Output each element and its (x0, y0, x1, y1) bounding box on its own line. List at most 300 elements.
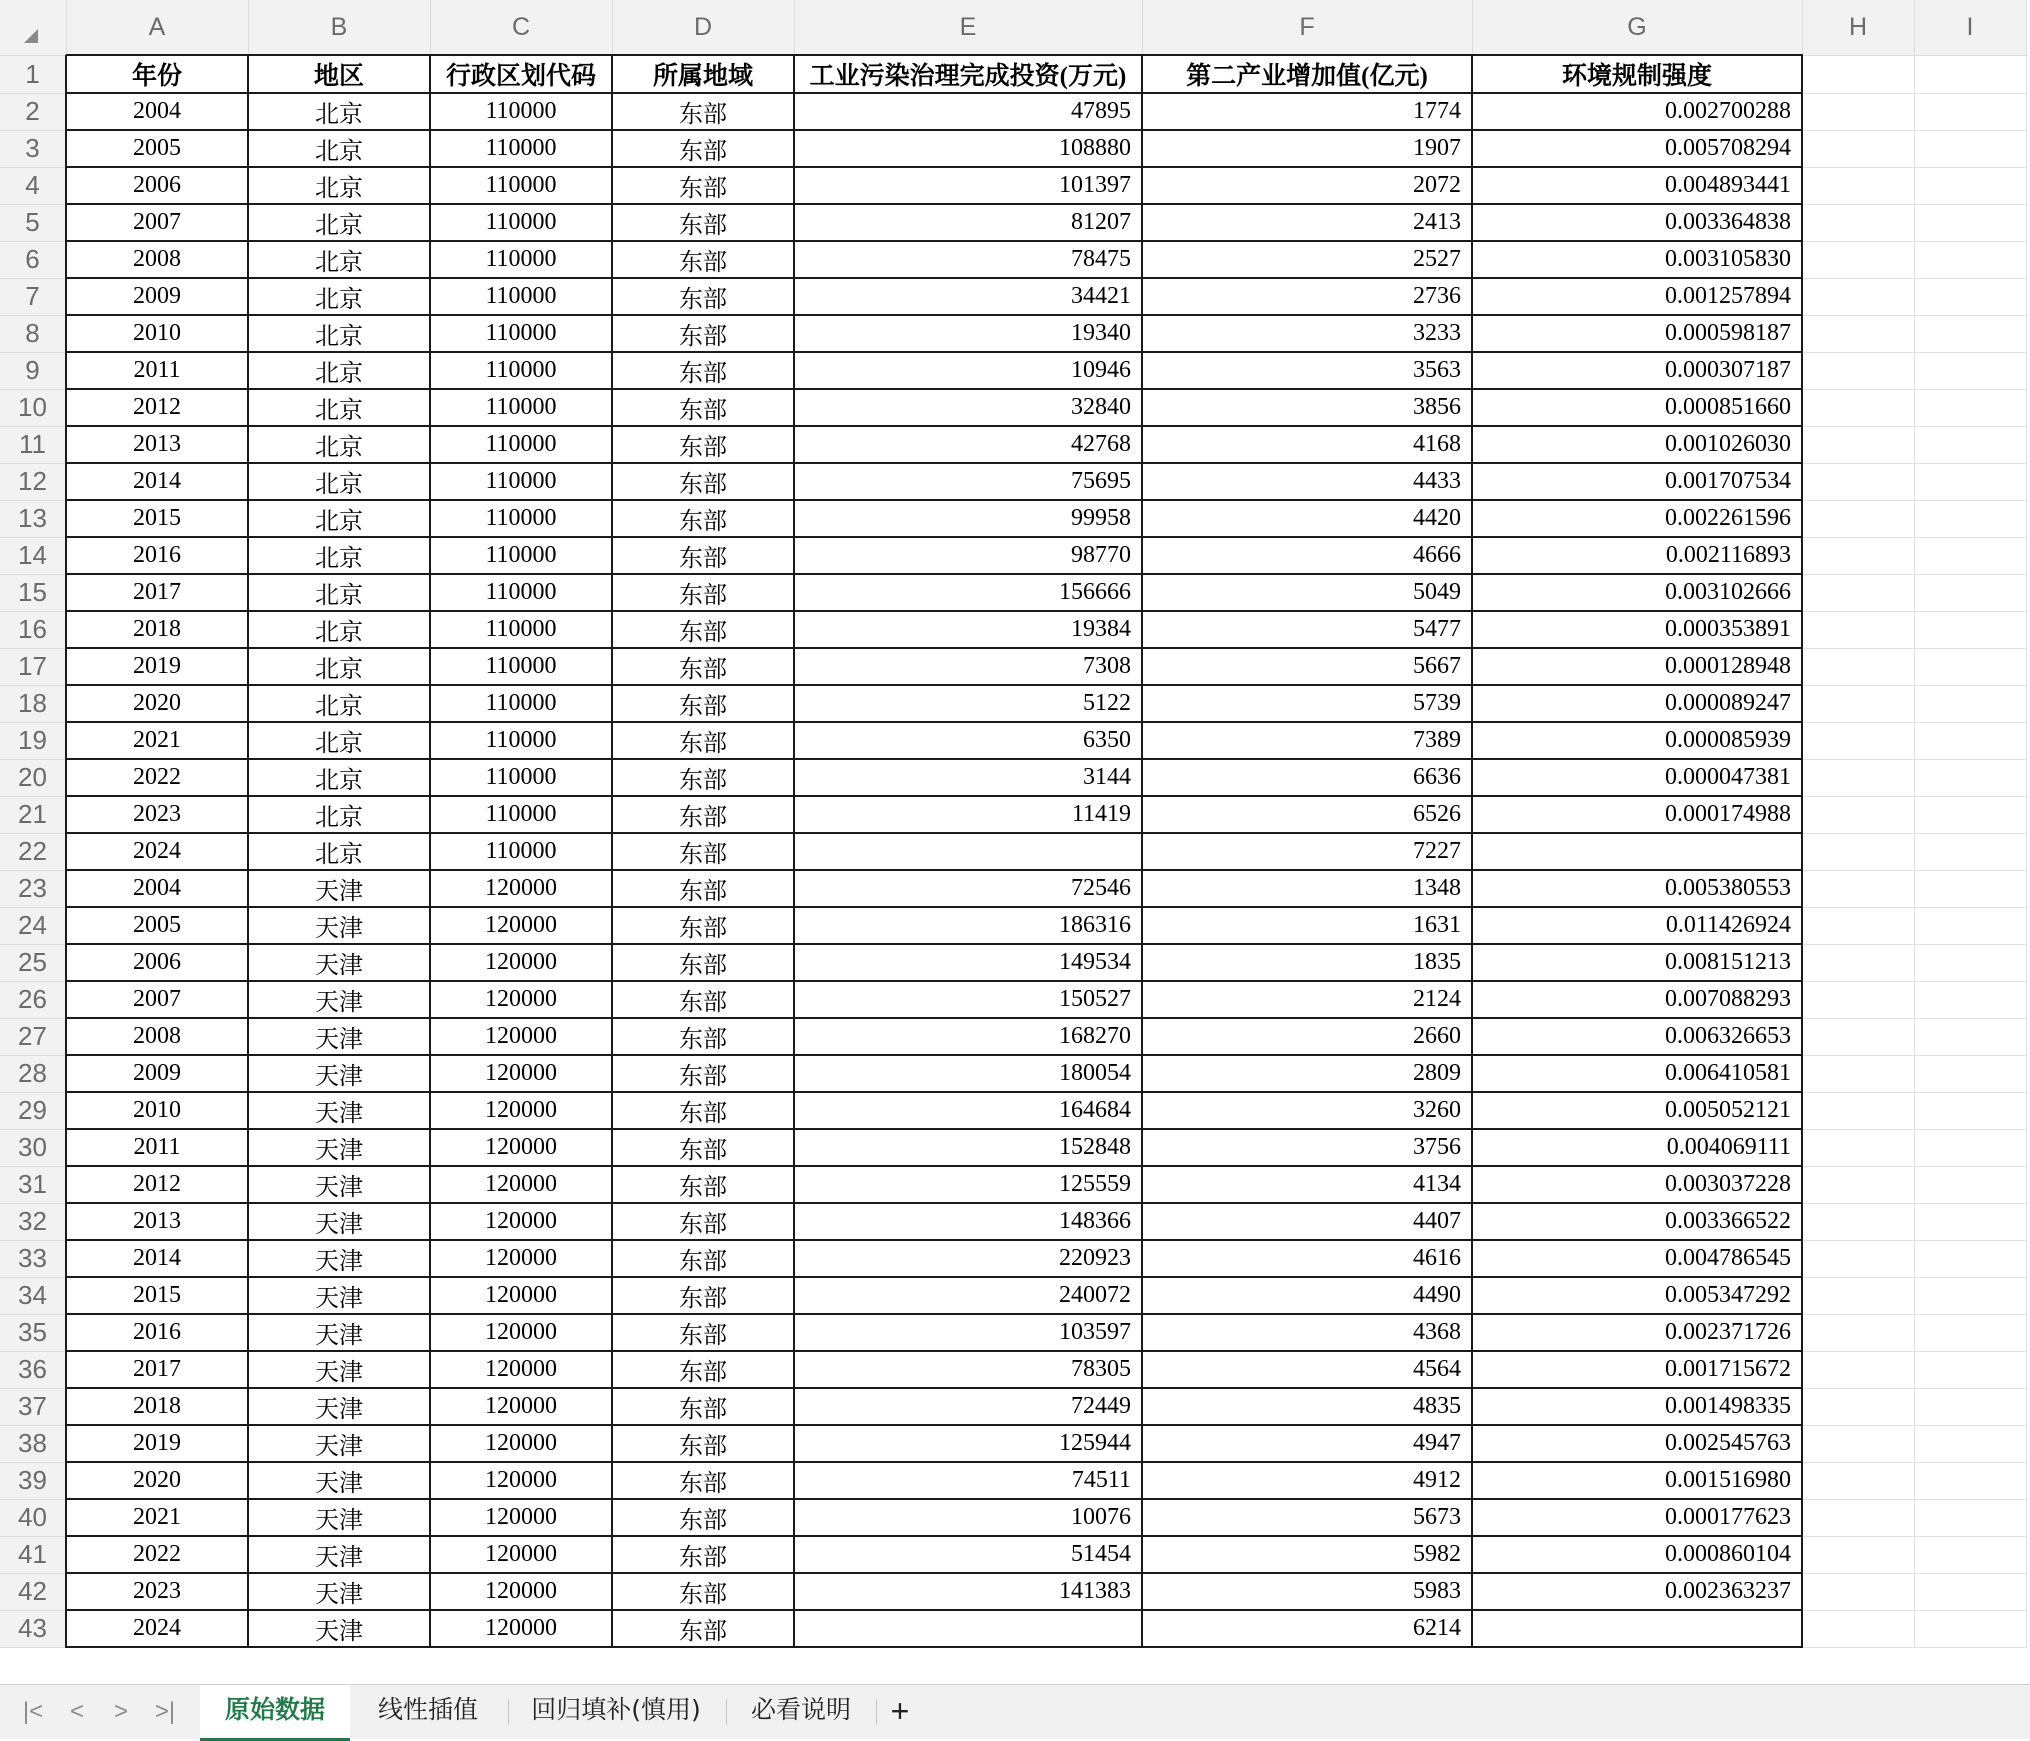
row-number[interactable]: 35 (0, 1314, 66, 1351)
investment-cell[interactable]: 98770 (794, 537, 1142, 574)
empty-cell[interactable] (1802, 130, 1914, 167)
area-cell[interactable]: 东部 (612, 574, 794, 611)
region-cell[interactable]: 北京 (248, 93, 430, 130)
header-area-cell[interactable]: 所属地域 (612, 55, 794, 93)
code-cell[interactable]: 120000 (430, 1277, 612, 1314)
row-number[interactable]: 18 (0, 685, 66, 722)
row-number[interactable]: 24 (0, 907, 66, 944)
secondary-cell[interactable]: 4666 (1142, 537, 1472, 574)
year-cell[interactable]: 2015 (66, 1277, 248, 1314)
area-cell[interactable]: 东部 (612, 1314, 794, 1351)
intensity-cell[interactable]: 0.004786545 (1472, 1240, 1802, 1277)
secondary-cell[interactable]: 5982 (1142, 1536, 1472, 1573)
empty-cell[interactable] (1914, 574, 2026, 611)
region-cell[interactable]: 北京 (248, 759, 430, 796)
last-sheet-icon[interactable]: >| (154, 1698, 176, 1725)
area-cell[interactable]: 东部 (612, 759, 794, 796)
tab-must-read[interactable]: 必看说明 (750, 1695, 851, 1724)
secondary-cell[interactable]: 4947 (1142, 1425, 1472, 1462)
header-secondary-cell[interactable]: 第二产业增加值(亿元) (1142, 55, 1472, 93)
investment-cell[interactable]: 125944 (794, 1425, 1142, 1462)
intensity-cell[interactable]: 0.003105830 (1472, 241, 1802, 278)
row-number[interactable]: 37 (0, 1388, 66, 1425)
area-cell[interactable]: 东部 (612, 352, 794, 389)
code-cell[interactable]: 120000 (430, 1462, 612, 1499)
investment-cell[interactable]: 47895 (794, 93, 1142, 130)
code-cell[interactable]: 110000 (430, 648, 612, 685)
row-number[interactable]: 33 (0, 1240, 66, 1277)
region-cell[interactable]: 北京 (248, 315, 430, 352)
investment-cell[interactable]: 99958 (794, 500, 1142, 537)
empty-cell[interactable] (1914, 1314, 2026, 1351)
area-cell[interactable]: 东部 (612, 93, 794, 130)
region-cell[interactable]: 天津 (248, 981, 430, 1018)
secondary-cell[interactable]: 5667 (1142, 648, 1472, 685)
empty-cell[interactable] (1914, 1610, 2026, 1647)
row-number[interactable]: 5 (0, 204, 66, 241)
secondary-cell[interactable]: 2809 (1142, 1055, 1472, 1092)
investment-cell[interactable]: 220923 (794, 1240, 1142, 1277)
header-investment-cell[interactable]: 工业污染治理完成投资(万元) (794, 55, 1142, 93)
year-cell[interactable]: 2013 (66, 426, 248, 463)
add-sheet-icon[interactable]: + (890, 1693, 910, 1729)
year-cell[interactable]: 2007 (66, 204, 248, 241)
empty-cell[interactable] (1802, 278, 1914, 315)
header-region-cell[interactable]: 地区 (248, 55, 430, 93)
row-number[interactable]: 42 (0, 1573, 66, 1610)
secondary-cell[interactable]: 1348 (1142, 870, 1472, 907)
empty-cell[interactable] (1802, 1573, 1914, 1610)
empty-cell[interactable] (1802, 1277, 1914, 1314)
row-number[interactable]: 21 (0, 796, 66, 833)
row-number[interactable]: 4 (0, 167, 66, 204)
investment-cell[interactable]: 148366 (794, 1203, 1142, 1240)
empty-cell[interactable] (1802, 759, 1914, 796)
intensity-cell[interactable]: 0.000128948 (1472, 648, 1802, 685)
code-cell[interactable]: 120000 (430, 1499, 612, 1536)
row-number[interactable]: 25 (0, 944, 66, 981)
area-cell[interactable]: 东部 (612, 722, 794, 759)
code-cell[interactable]: 120000 (430, 907, 612, 944)
year-cell[interactable]: 2005 (66, 130, 248, 167)
empty-cell[interactable] (1914, 500, 2026, 537)
empty-cell[interactable] (1914, 463, 2026, 500)
year-cell[interactable]: 2020 (66, 1462, 248, 1499)
empty-cell[interactable] (1802, 611, 1914, 648)
year-cell[interactable]: 2013 (66, 1203, 248, 1240)
code-cell[interactable]: 120000 (430, 1129, 612, 1166)
region-cell[interactable]: 北京 (248, 167, 430, 204)
secondary-cell[interactable]: 2072 (1142, 167, 1472, 204)
area-cell[interactable]: 东部 (612, 1018, 794, 1055)
secondary-cell[interactable]: 5673 (1142, 1499, 1472, 1536)
secondary-cell[interactable]: 1907 (1142, 130, 1472, 167)
year-cell[interactable]: 2024 (66, 1610, 248, 1647)
code-cell[interactable]: 120000 (430, 1573, 612, 1610)
row-number[interactable]: 17 (0, 648, 66, 685)
area-cell[interactable]: 东部 (612, 1462, 794, 1499)
secondary-cell[interactable]: 4368 (1142, 1314, 1472, 1351)
prev-sheet-icon[interactable]: < (69, 1698, 84, 1725)
area-cell[interactable]: 东部 (612, 1351, 794, 1388)
secondary-cell[interactable]: 4433 (1142, 463, 1472, 500)
empty-cell[interactable] (1914, 1573, 2026, 1610)
region-cell[interactable]: 天津 (248, 1240, 430, 1277)
row-number[interactable]: 31 (0, 1166, 66, 1203)
area-cell[interactable]: 东部 (612, 204, 794, 241)
secondary-cell[interactable]: 7227 (1142, 833, 1472, 870)
investment-cell[interactable]: 149534 (794, 944, 1142, 981)
row-number[interactable]: 1 (0, 55, 66, 93)
row-number[interactable]: 29 (0, 1092, 66, 1129)
code-cell[interactable]: 120000 (430, 1351, 612, 1388)
area-cell[interactable]: 东部 (612, 648, 794, 685)
region-cell[interactable]: 北京 (248, 389, 430, 426)
column-header-e[interactable]: E (794, 0, 1142, 55)
area-cell[interactable]: 东部 (612, 537, 794, 574)
area-cell[interactable]: 东部 (612, 981, 794, 1018)
area-cell[interactable]: 东部 (612, 1536, 794, 1573)
secondary-cell[interactable]: 4835 (1142, 1388, 1472, 1425)
code-cell[interactable]: 110000 (430, 833, 612, 870)
intensity-cell[interactable]: 0.001516980 (1472, 1462, 1802, 1499)
empty-cell[interactable] (1914, 426, 2026, 463)
row-number[interactable]: 19 (0, 722, 66, 759)
secondary-cell[interactable]: 4420 (1142, 500, 1472, 537)
empty-cell[interactable] (1802, 1314, 1914, 1351)
region-cell[interactable]: 天津 (248, 1203, 430, 1240)
header-intensity-cell[interactable]: 环境规制强度 (1472, 55, 1802, 93)
column-header-h[interactable]: H (1802, 0, 1914, 55)
row-number[interactable]: 13 (0, 500, 66, 537)
investment-cell[interactable]: 81207 (794, 204, 1142, 241)
empty-cell[interactable] (1914, 1166, 2026, 1203)
year-cell[interactable]: 2015 (66, 500, 248, 537)
row-number[interactable]: 36 (0, 1351, 66, 1388)
year-cell[interactable]: 2008 (66, 1018, 248, 1055)
year-cell[interactable]: 2006 (66, 167, 248, 204)
empty-cell[interactable] (1802, 574, 1914, 611)
investment-cell[interactable]: 72546 (794, 870, 1142, 907)
investment-cell[interactable]: 101397 (794, 167, 1142, 204)
empty-cell[interactable] (1802, 389, 1914, 426)
code-cell[interactable]: 120000 (430, 981, 612, 1018)
empty-cell[interactable] (1914, 722, 2026, 759)
empty-cell[interactable] (1914, 685, 2026, 722)
empty-cell[interactable] (1802, 93, 1914, 130)
code-cell[interactable]: 120000 (430, 1092, 612, 1129)
year-cell[interactable]: 2023 (66, 796, 248, 833)
investment-cell[interactable]: 72449 (794, 1388, 1142, 1425)
year-cell[interactable]: 2004 (66, 93, 248, 130)
secondary-cell[interactable]: 4564 (1142, 1351, 1472, 1388)
investment-cell[interactable]: 152848 (794, 1129, 1142, 1166)
region-cell[interactable]: 北京 (248, 722, 430, 759)
code-cell[interactable]: 110000 (430, 796, 612, 833)
row-number[interactable]: 41 (0, 1536, 66, 1573)
code-cell[interactable]: 120000 (430, 1240, 612, 1277)
secondary-cell[interactable]: 5739 (1142, 685, 1472, 722)
empty-cell[interactable] (1914, 352, 2026, 389)
investment-cell[interactable]: 19340 (794, 315, 1142, 352)
year-cell[interactable]: 2021 (66, 1499, 248, 1536)
column-header-f[interactable]: F (1142, 0, 1472, 55)
empty-cell[interactable] (1914, 278, 2026, 315)
intensity-cell[interactable]: 0.000089247 (1472, 685, 1802, 722)
investment-cell[interactable]: 10076 (794, 1499, 1142, 1536)
investment-cell[interactable]: 75695 (794, 463, 1142, 500)
empty-cell[interactable] (1802, 241, 1914, 278)
region-cell[interactable]: 北京 (248, 130, 430, 167)
tab-regression-fill[interactable]: 回归填补(慎用) (531, 1695, 701, 1724)
secondary-cell[interactable]: 3856 (1142, 389, 1472, 426)
year-cell[interactable]: 2009 (66, 1055, 248, 1092)
area-cell[interactable]: 东部 (612, 1166, 794, 1203)
year-cell[interactable]: 2017 (66, 574, 248, 611)
empty-cell[interactable] (1802, 1536, 1914, 1573)
investment-cell[interactable]: 19384 (794, 611, 1142, 648)
intensity-cell[interactable]: 0.008151213 (1472, 944, 1802, 981)
intensity-cell[interactable]: 0.001257894 (1472, 278, 1802, 315)
code-cell[interactable]: 110000 (430, 611, 612, 648)
empty-cell[interactable] (1914, 1203, 2026, 1240)
area-cell[interactable]: 东部 (612, 500, 794, 537)
year-cell[interactable]: 2016 (66, 537, 248, 574)
area-cell[interactable]: 东部 (612, 611, 794, 648)
intensity-cell[interactable]: 0.000174988 (1472, 796, 1802, 833)
region-cell[interactable]: 天津 (248, 1314, 430, 1351)
empty-cell[interactable] (1802, 1092, 1914, 1129)
intensity-cell[interactable]: 0.001498335 (1472, 1388, 1802, 1425)
empty-cell[interactable] (1802, 1166, 1914, 1203)
secondary-cell[interactable]: 6526 (1142, 796, 1472, 833)
header-code-cell[interactable]: 行政区划代码 (430, 55, 612, 93)
secondary-cell[interactable]: 3260 (1142, 1092, 1472, 1129)
empty-cell[interactable] (1802, 426, 1914, 463)
area-cell[interactable]: 东部 (612, 389, 794, 426)
code-cell[interactable]: 110000 (430, 389, 612, 426)
empty-cell[interactable] (1802, 1610, 1914, 1647)
area-cell[interactable]: 东部 (612, 426, 794, 463)
year-cell[interactable]: 2011 (66, 1129, 248, 1166)
column-header-b[interactable]: B (248, 0, 430, 55)
empty-cell[interactable] (1914, 241, 2026, 278)
tab-original-data[interactable]: 原始数据 (200, 1685, 350, 1741)
empty-cell[interactable] (1914, 796, 2026, 833)
code-cell[interactable]: 110000 (430, 93, 612, 130)
secondary-cell[interactable]: 2124 (1142, 981, 1472, 1018)
secondary-cell[interactable]: 1835 (1142, 944, 1472, 981)
empty-cell[interactable] (1914, 1425, 2026, 1462)
code-cell[interactable]: 110000 (430, 130, 612, 167)
year-cell[interactable]: 2004 (66, 870, 248, 907)
investment-cell[interactable] (794, 833, 1142, 870)
row-number[interactable]: 28 (0, 1055, 66, 1092)
empty-cell[interactable] (1802, 722, 1914, 759)
row-number[interactable]: 12 (0, 463, 66, 500)
empty-cell[interactable] (1802, 1388, 1914, 1425)
region-cell[interactable]: 北京 (248, 352, 430, 389)
row-number[interactable]: 30 (0, 1129, 66, 1166)
region-cell[interactable]: 北京 (248, 426, 430, 463)
area-cell[interactable]: 东部 (612, 796, 794, 833)
year-cell[interactable]: 2016 (66, 1314, 248, 1351)
empty-cell[interactable] (1802, 981, 1914, 1018)
secondary-cell[interactable]: 3756 (1142, 1129, 1472, 1166)
area-cell[interactable]: 东部 (612, 944, 794, 981)
region-cell[interactable]: 天津 (248, 1388, 430, 1425)
empty-cell[interactable] (1802, 870, 1914, 907)
region-cell[interactable]: 北京 (248, 463, 430, 500)
intensity-cell[interactable]: 0.005708294 (1472, 130, 1802, 167)
investment-cell[interactable]: 6350 (794, 722, 1142, 759)
code-cell[interactable]: 110000 (430, 241, 612, 278)
investment-cell[interactable]: 34421 (794, 278, 1142, 315)
code-cell[interactable]: 120000 (430, 1425, 612, 1462)
code-cell[interactable]: 110000 (430, 204, 612, 241)
code-cell[interactable]: 120000 (430, 1018, 612, 1055)
empty-cell[interactable] (1914, 130, 2026, 167)
investment-cell[interactable]: 7308 (794, 648, 1142, 685)
empty-cell[interactable] (1914, 55, 2026, 93)
empty-cell[interactable] (1914, 870, 2026, 907)
area-cell[interactable]: 东部 (612, 167, 794, 204)
row-number[interactable]: 16 (0, 611, 66, 648)
intensity-cell[interactable]: 0.005052121 (1472, 1092, 1802, 1129)
intensity-cell[interactable]: 0.011426924 (1472, 907, 1802, 944)
region-cell[interactable]: 天津 (248, 1018, 430, 1055)
empty-cell[interactable] (1914, 944, 2026, 981)
year-cell[interactable]: 2018 (66, 1388, 248, 1425)
intensity-cell[interactable]: 0.002700288 (1472, 93, 1802, 130)
empty-cell[interactable] (1802, 648, 1914, 685)
intensity-cell[interactable]: 0.002545763 (1472, 1425, 1802, 1462)
code-cell[interactable]: 120000 (430, 1166, 612, 1203)
header-year-cell[interactable]: 年份 (66, 55, 248, 93)
secondary-cell[interactable]: 3233 (1142, 315, 1472, 352)
investment-cell[interactable]: 51454 (794, 1536, 1142, 1573)
year-cell[interactable]: 2024 (66, 833, 248, 870)
investment-cell[interactable]: 125559 (794, 1166, 1142, 1203)
empty-cell[interactable] (1914, 907, 2026, 944)
empty-cell[interactable] (1914, 1499, 2026, 1536)
tab-linear-interpolation[interactable]: 线性插值 (377, 1695, 478, 1724)
investment-cell[interactable]: 5122 (794, 685, 1142, 722)
year-cell[interactable]: 2022 (66, 759, 248, 796)
row-number[interactable]: 6 (0, 241, 66, 278)
area-cell[interactable]: 东部 (612, 685, 794, 722)
empty-cell[interactable] (1802, 1351, 1914, 1388)
secondary-cell[interactable]: 2736 (1142, 278, 1472, 315)
empty-cell[interactable] (1914, 1055, 2026, 1092)
area-cell[interactable]: 东部 (612, 1425, 794, 1462)
empty-cell[interactable] (1802, 1203, 1914, 1240)
intensity-cell[interactable]: 0.001026030 (1472, 426, 1802, 463)
region-cell[interactable]: 北京 (248, 500, 430, 537)
region-cell[interactable]: 天津 (248, 1092, 430, 1129)
intensity-cell[interactable]: 0.000860104 (1472, 1536, 1802, 1573)
region-cell[interactable]: 北京 (248, 796, 430, 833)
region-cell[interactable]: 天津 (248, 1129, 430, 1166)
empty-cell[interactable] (1914, 167, 2026, 204)
empty-cell[interactable] (1802, 463, 1914, 500)
region-cell[interactable]: 天津 (248, 1610, 430, 1647)
area-cell[interactable]: 东部 (612, 241, 794, 278)
empty-cell[interactable] (1802, 685, 1914, 722)
year-cell[interactable]: 2023 (66, 1573, 248, 1610)
year-cell[interactable]: 2014 (66, 463, 248, 500)
investment-cell[interactable]: 103597 (794, 1314, 1142, 1351)
area-cell[interactable]: 东部 (612, 870, 794, 907)
empty-cell[interactable] (1802, 204, 1914, 241)
intensity-cell[interactable]: 0.005347292 (1472, 1277, 1802, 1314)
investment-cell[interactable]: 78475 (794, 241, 1142, 278)
secondary-cell[interactable]: 4616 (1142, 1240, 1472, 1277)
code-cell[interactable]: 110000 (430, 500, 612, 537)
area-cell[interactable]: 东部 (612, 907, 794, 944)
secondary-cell[interactable]: 4134 (1142, 1166, 1472, 1203)
region-cell[interactable]: 北京 (248, 278, 430, 315)
code-cell[interactable]: 110000 (430, 574, 612, 611)
year-cell[interactable]: 2014 (66, 1240, 248, 1277)
investment-cell[interactable]: 32840 (794, 389, 1142, 426)
region-cell[interactable]: 天津 (248, 1055, 430, 1092)
row-number[interactable]: 11 (0, 426, 66, 463)
intensity-cell[interactable]: 0.000353891 (1472, 611, 1802, 648)
year-cell[interactable]: 2018 (66, 611, 248, 648)
intensity-cell[interactable]: 0.000177623 (1472, 1499, 1802, 1536)
empty-cell[interactable] (1802, 1055, 1914, 1092)
code-cell[interactable]: 110000 (430, 463, 612, 500)
investment-cell[interactable]: 10946 (794, 352, 1142, 389)
code-cell[interactable]: 110000 (430, 537, 612, 574)
intensity-cell[interactable]: 0.002116893 (1472, 537, 1802, 574)
region-cell[interactable]: 天津 (248, 1277, 430, 1314)
investment-cell[interactable]: 150527 (794, 981, 1142, 1018)
intensity-cell[interactable]: 0.006410581 (1472, 1055, 1802, 1092)
area-cell[interactable]: 东部 (612, 1610, 794, 1647)
area-cell[interactable]: 东部 (612, 1499, 794, 1536)
column-header-d[interactable]: D (612, 0, 794, 55)
row-number[interactable]: 23 (0, 870, 66, 907)
empty-cell[interactable] (1802, 1018, 1914, 1055)
row-number[interactable]: 8 (0, 315, 66, 352)
code-cell[interactable]: 110000 (430, 722, 612, 759)
secondary-cell[interactable]: 4490 (1142, 1277, 1472, 1314)
next-sheet-icon[interactable]: > (113, 1698, 128, 1725)
investment-cell[interactable]: 164684 (794, 1092, 1142, 1129)
empty-cell[interactable] (1914, 759, 2026, 796)
empty-cell[interactable] (1914, 1129, 2026, 1166)
area-cell[interactable]: 东部 (612, 1055, 794, 1092)
row-number[interactable]: 20 (0, 759, 66, 796)
intensity-cell[interactable]: 0.003366522 (1472, 1203, 1802, 1240)
area-cell[interactable]: 东部 (612, 278, 794, 315)
investment-cell[interactable]: 11419 (794, 796, 1142, 833)
secondary-cell[interactable]: 5049 (1142, 574, 1472, 611)
row-number[interactable]: 9 (0, 352, 66, 389)
intensity-cell[interactable]: 0.003102666 (1472, 574, 1802, 611)
intensity-cell[interactable]: 0.001715672 (1472, 1351, 1802, 1388)
row-number[interactable]: 15 (0, 574, 66, 611)
row-number[interactable]: 10 (0, 389, 66, 426)
column-header-g[interactable]: G (1472, 0, 1802, 55)
year-cell[interactable]: 2005 (66, 907, 248, 944)
empty-cell[interactable] (1802, 55, 1914, 93)
row-number[interactable]: 39 (0, 1462, 66, 1499)
code-cell[interactable]: 120000 (430, 1610, 612, 1647)
row-number[interactable]: 40 (0, 1499, 66, 1536)
